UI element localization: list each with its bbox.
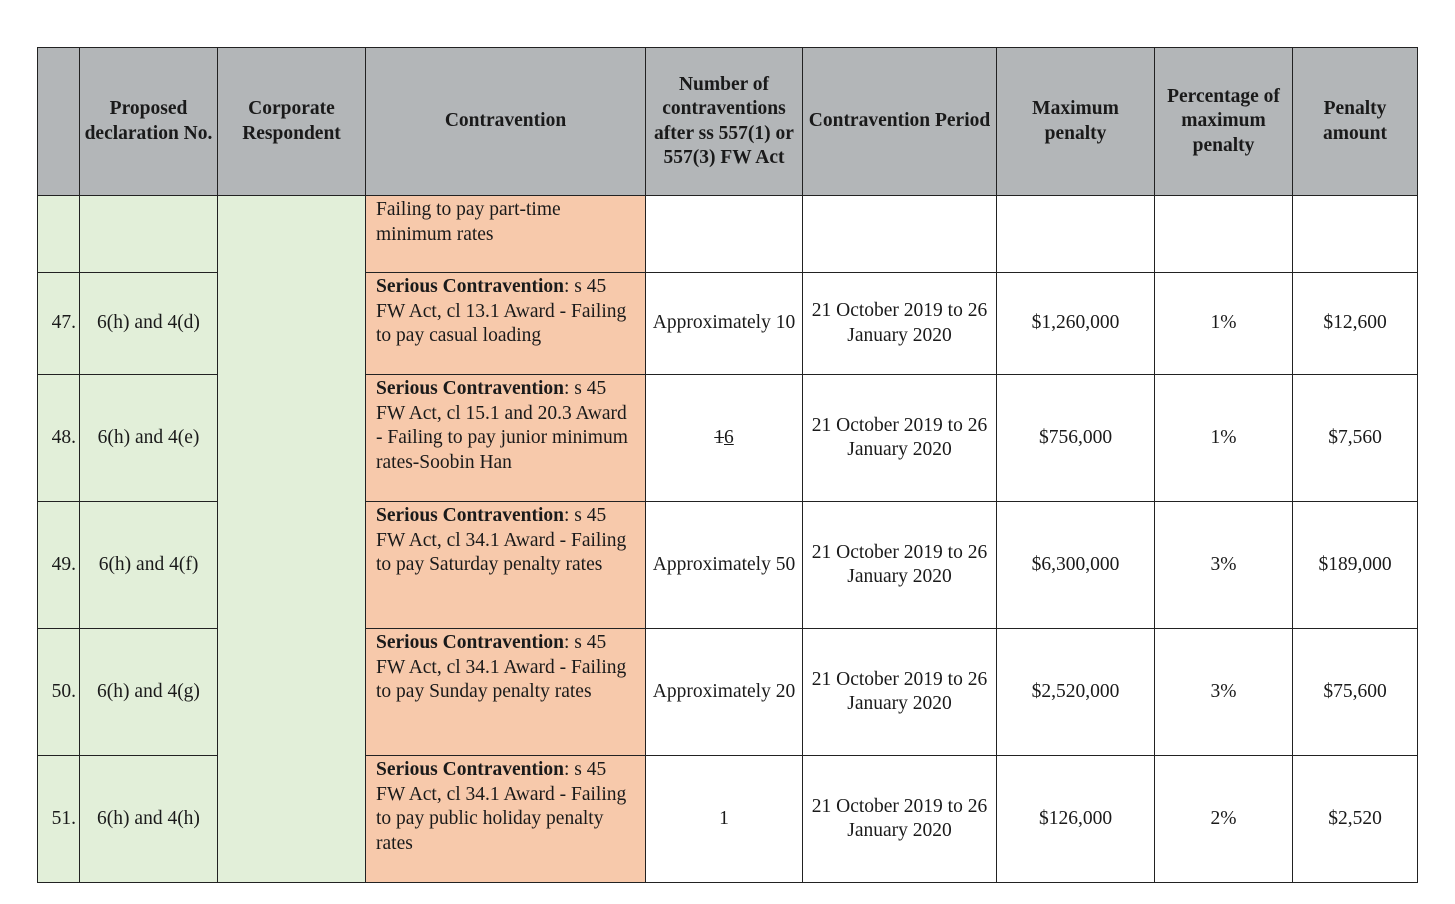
row-num-cell <box>38 196 80 273</box>
period-cell: 21 October 2019 to 26 January 2020 <box>803 273 997 375</box>
header-period: Contravention Period <box>803 48 997 196</box>
contravention-lead: Serious Contravention <box>376 378 564 399</box>
percentage-cell: 1% <box>1155 375 1293 502</box>
corporate-respondent-cell <box>218 196 366 883</box>
period-cell <box>803 196 997 273</box>
count-cell <box>646 375 803 502</box>
contravention-detail: : s 45 FW Act, cl 34.1 Award - Failing to pay Saturday penalty rates <box>376 505 627 575</box>
declaration-cell: 6(h) and 4(e) <box>80 375 218 502</box>
header-declaration: Proposed declaration No. <box>80 48 218 196</box>
percentage-cell: 3% <box>1155 629 1293 756</box>
header-row <box>38 48 1418 196</box>
declaration-cell: 6(h) and 4(f) <box>80 502 218 629</box>
header-amount: Penalty amount <box>1293 48 1418 196</box>
header-contravention: Contravention <box>366 48 646 196</box>
declaration-cell: 6(h) and 4(h) <box>80 756 218 883</box>
count-inserted: 6 <box>724 426 734 448</box>
table-header <box>38 48 1418 196</box>
declaration-cell: 6(h) and 4(g) <box>80 629 218 756</box>
row-num-cell: 49. <box>38 502 80 629</box>
contravention-cell: Failing to pay part-time minimum rates <box>366 196 646 273</box>
table-row <box>38 196 1418 273</box>
row-num-cell: 50. <box>38 629 80 756</box>
period-cell: 21 October 2019 to 26 January 2020 <box>803 629 997 756</box>
header-max-penalty: Maximum penalty <box>997 48 1155 196</box>
period-cell: 21 October 2019 to 26 January 2020 <box>803 502 997 629</box>
contravention-lead: Serious Contravention <box>376 505 564 526</box>
amount-cell: $75,600 <box>1293 629 1418 756</box>
amount-cell: $2,520 <box>1293 756 1418 883</box>
contravention-detail: : s 45 FW Act, cl 15.1 and 20.3 Award - Failing to pay junior minimum rates-Soobin Han <box>376 378 628 473</box>
contravention-detail: : s 45 FW Act, cl 13.1 Award - Failing to pay casual loading <box>376 276 627 346</box>
max-penalty-cell <box>997 196 1155 273</box>
table-body <box>38 196 1418 883</box>
row-num-cell: 51. <box>38 756 80 883</box>
count-cell <box>646 196 803 273</box>
penalty-table <box>37 47 1418 883</box>
contravention-cell <box>366 502 646 629</box>
count-cell: Approximately 20 <box>646 629 803 756</box>
contravention-lead: Serious Contravention <box>376 276 564 297</box>
header-percentage: Percentage of maximum penalty <box>1155 48 1293 196</box>
percentage-cell: 1% <box>1155 273 1293 375</box>
max-penalty-cell: $756,000 <box>997 375 1155 502</box>
declaration-cell: 6(h) and 4(d) <box>80 273 218 375</box>
count-struck: 1 <box>714 426 724 448</box>
header-num <box>38 48 80 196</box>
row-num-cell: 48. <box>38 375 80 502</box>
contravention-cell <box>366 273 646 375</box>
max-penalty-cell: $126,000 <box>997 756 1155 883</box>
max-penalty-cell: $1,260,000 <box>997 273 1155 375</box>
count-cell: 1 <box>646 756 803 883</box>
amount-cell: $7,560 <box>1293 375 1418 502</box>
amount-cell: $12,600 <box>1293 273 1418 375</box>
declaration-cell <box>80 196 218 273</box>
amount-cell: $189,000 <box>1293 502 1418 629</box>
amount-cell <box>1293 196 1418 273</box>
count-cell: Approximately 10 <box>646 273 803 375</box>
max-penalty-cell: $6,300,000 <box>997 502 1155 629</box>
contravention-detail: : s 45 FW Act, cl 34.1 Award - Failing to pay public holiday penalty rates <box>376 759 627 854</box>
contravention-cell <box>366 756 646 883</box>
header-count: Number of contraventions after ss 557(1) or 557(3) FW Act <box>646 48 803 196</box>
contravention-detail: : s 45 FW Act, cl 34.1 Award - Failing to pay Sunday penalty rates <box>376 632 627 702</box>
max-penalty-cell: $2,520,000 <box>997 629 1155 756</box>
period-cell: 21 October 2019 to 26 January 2020 <box>803 756 997 883</box>
period-cell: 21 October 2019 to 26 January 2020 <box>803 375 997 502</box>
contravention-lead: Serious Contravention <box>376 759 564 780</box>
contravention-cell <box>366 629 646 756</box>
row-num-cell: 47. <box>38 273 80 375</box>
count-cell: Approximately 50 <box>646 502 803 629</box>
contravention-lead: Serious Contravention <box>376 632 564 653</box>
contravention-cell <box>366 375 646 502</box>
percentage-cell: 3% <box>1155 502 1293 629</box>
header-respondent: Corporate Respondent <box>218 48 366 196</box>
percentage-cell: 2% <box>1155 756 1293 883</box>
percentage-cell <box>1155 196 1293 273</box>
